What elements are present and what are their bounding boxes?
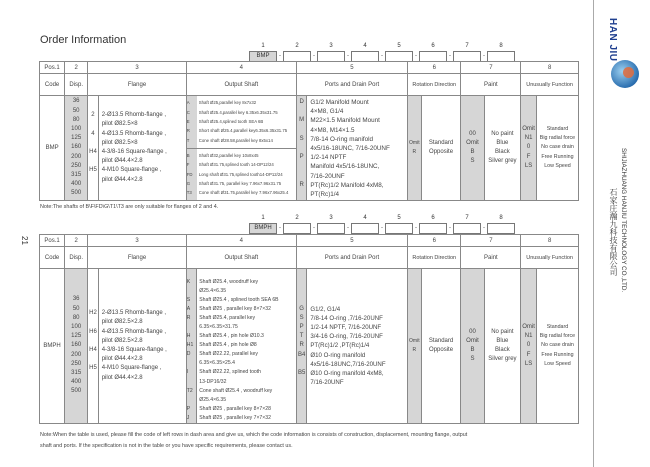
code-pos-num: 3: [329, 43, 333, 49]
code-pos-num: 1: [261, 215, 265, 221]
list-item: pilot Ø44.4×2.8: [101, 158, 143, 165]
list-item: N1: [524, 135, 533, 142]
list-item: M: [299, 117, 305, 124]
list-item: 36: [72, 296, 80, 303]
list-item: 00: [469, 130, 476, 137]
code-box-6[interactable]: [419, 223, 447, 234]
list-item: S: [470, 158, 475, 165]
list-item: Silver grey: [488, 158, 517, 165]
list-item: [187, 323, 196, 332]
list-item: 4-M10 Square-flange ,: [101, 365, 162, 372]
list-item: D: [186, 351, 191, 358]
pos-number: 2: [65, 62, 88, 74]
list-item: Shaft Ø22.22, parallel key: [199, 351, 258, 358]
list-item: [88, 176, 97, 185]
list-item: Ø10 O-ring manifold 4xM8,: [310, 370, 384, 377]
list-item: P: [299, 154, 304, 161]
pos-label: Pos.1: [40, 62, 65, 74]
shaft-texts: [197, 269, 297, 424]
paint-codes: [461, 96, 484, 201]
list-item: 50: [72, 107, 80, 114]
code-pos-num: 2: [295, 215, 299, 221]
code-pos-num: 3: [329, 215, 333, 221]
list-item: Cone shaft Ø25.4 , woodruff key: [199, 387, 273, 394]
list-item: Silver grey: [488, 356, 517, 363]
list-item: Standard: [546, 323, 569, 330]
list-item: 0: [526, 144, 531, 151]
list-item: H4: [89, 347, 97, 353]
list-item: Black: [495, 149, 510, 155]
list-item: Opposite: [429, 149, 454, 155]
list-item: 7/8-14 O-ring ,7/16-20UNF: [310, 314, 383, 322]
list-item: 4-Ø13.5 Rhomb-flange ,: [101, 328, 167, 335]
brand-name: HAN JIU: [607, 18, 618, 62]
list-item: F: [526, 153, 531, 160]
list-item: T2: [186, 387, 193, 394]
list-item: Omit: [409, 337, 420, 344]
list-item: Shaft Ø25 , parallel key 8×7×28: [199, 405, 271, 412]
list-item: Shaft Ø25.4 , pin hole Ø8: [199, 342, 257, 349]
code-pos-num: 2: [295, 43, 299, 49]
order-code-bar-bmph: 1 BMPH - 2 - 3 - 4 - 5 - 6 - 7 - 8: [249, 214, 515, 234]
list-item: Long shaft Ø31.75,splined tooth14-DP12/24: [198, 171, 283, 177]
code-pos-num: 8: [499, 43, 503, 49]
list-item: G1/2 Manifold Mount: [310, 99, 369, 106]
function-labels: [536, 96, 578, 201]
list-item: D: [299, 99, 304, 105]
column-header-rotation: Rotation Direction: [408, 247, 461, 269]
column-header-function: Unusually Function: [521, 247, 579, 269]
port-texts: [307, 269, 408, 424]
list-item: Black: [495, 347, 510, 353]
code-box-5[interactable]: [385, 223, 413, 234]
list-item: 500: [71, 190, 82, 197]
list-item: Shaft Ø25.4, parallel key: [199, 314, 256, 321]
list-item: Standard: [428, 337, 454, 344]
port-codes: [296, 96, 306, 201]
list-item: Omit: [522, 323, 535, 330]
pos-number: 8: [521, 62, 579, 74]
list-item: Ø10 O-ring manifold: [310, 351, 366, 359]
paint-codes: [461, 269, 484, 424]
list-item: A: [186, 305, 191, 312]
list-item: G1/2, G1/4: [310, 305, 341, 313]
list-item: H6: [89, 328, 97, 335]
list-item: PT(Rc)1/4: [310, 191, 340, 199]
column-header-rotation: Rotation Direction: [408, 74, 461, 96]
note-usage-line2: shaft and ports. If the specification is not in the table or you have specific requirements, please contact us.: [40, 443, 293, 449]
list-item: [297, 144, 306, 153]
list-item: 100: [71, 125, 82, 132]
list-item: Manifold 4x5/16-18UNC,: [310, 163, 380, 171]
list-item: Standard: [428, 139, 454, 146]
list-item: No case drain: [541, 144, 574, 151]
pos-number: 8: [521, 235, 579, 247]
list-item: H5: [89, 365, 97, 372]
list-item: [187, 378, 196, 387]
list-item: pilot Ø44.4×2.8: [101, 356, 143, 363]
list-item: [297, 107, 306, 116]
list-item: 4×M8, M14×1.5: [310, 126, 355, 134]
list-item: F: [526, 351, 531, 358]
port-codes: [296, 269, 306, 424]
list-item: S: [470, 356, 475, 363]
rotation-labels: [421, 96, 461, 201]
pos-number: 7: [461, 62, 521, 74]
list-item: 7/16-20UNF: [310, 379, 344, 387]
list-item: 160: [71, 144, 82, 151]
list-item: 250: [71, 162, 82, 169]
shaft-codes: [186, 269, 196, 424]
rotation-codes: [408, 96, 422, 201]
list-item: [297, 126, 306, 135]
list-item: Shaft Ø25.4,splined tooth SEA 6B: [198, 119, 264, 125]
list-item: FD: [186, 171, 193, 177]
code-box-series: BMP: [249, 51, 277, 62]
list-item: [297, 378, 306, 387]
code-pos-num: 1: [261, 43, 265, 49]
pos-number: 5: [296, 62, 407, 74]
list-item: Short shaft Ø25.4,parallel key6.35x6.35x31.75: [198, 128, 288, 134]
list-item: 500: [71, 388, 82, 395]
list-item: Cone shaft Ø28.58,parallel key 8x5x14: [198, 137, 273, 143]
order-code-bar-bmp: 1 BMP - 2 - 3 - 4 - 5 - 6 - 7 - 8: [249, 42, 515, 62]
list-item: M22×1.5 Manifold Mount: [310, 117, 380, 125]
list-item: 7/16-20UNF: [310, 172, 345, 180]
flange-texts: [98, 96, 186, 201]
pos-number: 4: [186, 235, 296, 247]
list-item: Shaft Ø25.4 , splined tooth SEA 6B: [199, 296, 279, 303]
list-item: Opposite: [429, 347, 454, 353]
list-item: 80: [72, 314, 80, 321]
list-item: R: [412, 149, 417, 155]
list-item: [88, 139, 97, 148]
list-item: 400: [71, 379, 82, 386]
code-pos-num: 6: [431, 215, 435, 221]
pos-number: 5: [296, 235, 407, 247]
list-item: 4x5/16-18UNC,7/16-20UNF: [310, 360, 386, 368]
paint-labels: [484, 96, 521, 201]
list-item: T: [299, 333, 304, 340]
shaft-texts-a: [197, 96, 296, 148]
list-item: R: [412, 347, 417, 353]
list-item: [187, 359, 196, 368]
list-item: 315: [71, 172, 82, 178]
list-item: 6.35×6.35×25.4: [199, 360, 235, 367]
list-item: pilot Ø82.5×8: [101, 121, 138, 128]
list-item: 4-3/8-16 Square-flange ,: [101, 149, 167, 155]
list-item: N1: [524, 333, 533, 340]
list-item: H: [186, 333, 191, 340]
list-item: C: [186, 109, 190, 115]
list-item: 7/8-14 O-ring manifold: [310, 135, 374, 143]
list-item: 2: [91, 112, 95, 119]
list-item: LS: [524, 162, 533, 169]
shaft-codes-b: [187, 148, 197, 200]
order-table-bmph: [39, 234, 579, 424]
list-item: LS: [524, 360, 533, 367]
code-pos-num: 7: [465, 215, 469, 221]
list-item: [187, 287, 196, 296]
list-item: Omit: [466, 337, 479, 344]
company-name-cn: 石家庄瀚九科技有限公司: [609, 188, 618, 276]
list-item: 6.35×6.35×31.75: [199, 323, 238, 330]
pos-number: 6: [408, 235, 461, 247]
code-pos-num: 7: [465, 43, 469, 49]
list-item: 400: [71, 181, 82, 188]
series-code: BMPH: [40, 269, 65, 424]
column-header-flange: Flange: [88, 74, 187, 96]
list-item: [88, 318, 97, 327]
list-item: PT(Rc)1/2 Manifold 4xM8,: [310, 181, 384, 189]
code-box-4[interactable]: [351, 223, 379, 234]
list-item: H4: [89, 149, 97, 155]
list-item: [88, 157, 97, 166]
code-pos-num: 4: [363, 215, 367, 221]
series-code: BMP: [40, 96, 65, 201]
list-item: 1/2-14 NPTF: [310, 154, 347, 162]
note-usage-line1: Note:When the table is used, please fill the code of left rows in dash area and give us, which the code information is consists of construction, displacement, mounting flange, output: [40, 432, 468, 438]
list-item: PT(Rc)1/2 ,PT(Rc)1/4: [310, 342, 370, 350]
list-item: G: [186, 180, 191, 186]
column-header-ports: Ports and Drain Port: [296, 247, 407, 269]
list-item: Shaft Ø25.4 , pin hole Ø10.3: [199, 333, 264, 340]
page-title: Order Information: [40, 34, 127, 46]
shaft-texts-b: [197, 148, 296, 200]
output-shaft-cell: [186, 96, 296, 201]
code-box-7[interactable]: [453, 223, 481, 234]
list-item: No paint: [491, 130, 514, 137]
list-item: Shaft Ø31.75, parallel key 7.96x7.96x31.75: [198, 180, 282, 186]
list-item: J: [186, 414, 190, 421]
list-item: pilot Ø82.5×8: [101, 139, 138, 146]
list-item: Free Running: [541, 351, 574, 358]
list-item: 3/4-16 O-ring, 7/16-20UNF: [310, 333, 383, 341]
list-item: [88, 120, 97, 129]
list-item: R: [186, 128, 190, 134]
column-header-disp: Disp.: [65, 74, 88, 96]
list-item: 1/2-14 NPTF, 7/16-20UNF: [310, 323, 382, 331]
list-item: [297, 360, 306, 369]
list-item: 125: [71, 135, 82, 142]
list-item: B: [470, 149, 475, 155]
list-item: Big radial force: [539, 333, 576, 340]
list-item: 00: [469, 328, 476, 335]
list-item: Shaft Ø25.4, woodruff key: [199, 278, 259, 285]
list-item: 4×M8, G1/4: [310, 108, 344, 116]
list-item: Low Speed: [544, 360, 571, 367]
displacement-list: [65, 96, 88, 201]
flange-codes: [88, 269, 98, 424]
list-item: T: [186, 137, 190, 143]
list-item: Low Speed: [544, 162, 571, 169]
list-item: Blue: [496, 139, 509, 146]
list-item: 125: [71, 333, 82, 340]
column-header-paint: Paint: [461, 247, 521, 269]
list-item: 4x5/16-18UNC, 7/16-20UNF: [310, 145, 390, 153]
column-header-function: Unusually Function: [521, 74, 579, 96]
order-table-bmp: [39, 61, 579, 201]
pos-number: 3: [88, 235, 187, 247]
rotation-codes: [408, 269, 422, 424]
list-item: 315: [71, 370, 82, 376]
code-pos-num: 8: [499, 215, 503, 221]
list-item: A: [186, 100, 190, 106]
list-item: Omit: [522, 125, 535, 132]
list-item: R: [299, 342, 304, 349]
list-item: 80: [72, 116, 80, 123]
pos-label: Pos.1: [40, 235, 65, 247]
list-item: [88, 337, 97, 346]
column-header-output-shaft: Output Shaft: [186, 74, 296, 96]
function-codes: [521, 96, 537, 201]
list-item: E: [186, 119, 190, 125]
list-item: R: [186, 314, 191, 321]
list-item: 13-DP16/32: [199, 378, 227, 385]
pos-number: 2: [65, 235, 88, 247]
list-item: 2-Ø13.5 Rhomb-flange ,: [101, 310, 167, 317]
list-item: No paint: [491, 328, 514, 335]
code-label: Code: [40, 74, 65, 96]
list-item: P: [186, 405, 191, 412]
port-texts: [307, 96, 408, 201]
list-item: Shaft Ø25.4,parallel key 6.35x6.35x31.75: [198, 109, 278, 115]
list-item: Shaft Ø22.22, splined tooth: [199, 369, 261, 376]
code-box-series: BMPH: [249, 223, 277, 234]
note-shafts: Note:The shafts of B\F\FD\G\T1\T3 are only suitable for flanges of 2 and 4.: [40, 204, 219, 210]
list-item: Free Running: [541, 153, 574, 160]
code-box-3[interactable]: [317, 223, 345, 234]
displacement-list: [65, 269, 88, 424]
list-item: Omit: [409, 139, 420, 146]
list-item: 2-Ø13.5 Rhomb-flange ,: [101, 112, 167, 119]
list-item: 200: [71, 153, 82, 160]
column-header-ports: Ports and Drain Port: [296, 74, 407, 96]
list-item: H5: [89, 167, 97, 174]
list-item: Omit: [466, 139, 479, 146]
list-item: Shaft Ø25,parallel key 8x7x32: [198, 100, 257, 106]
list-item: [297, 162, 306, 171]
column-header-paint: Paint: [461, 74, 521, 96]
list-item: B4: [297, 351, 306, 358]
code-pos-num: 5: [397, 43, 401, 49]
list-item: [88, 355, 97, 364]
list-item: B: [470, 347, 475, 353]
flange-texts: [98, 269, 186, 424]
code-pos-num: 5: [397, 215, 401, 221]
list-item: S: [299, 314, 304, 321]
list-item: Ø25.4×6.35: [199, 396, 227, 403]
list-item: 250: [71, 360, 82, 367]
company-name-en: SHIJIAZHUANG HANJIU TECHNOLOGY CO.,LTD.: [620, 148, 627, 293]
list-item: Ø25.4×6.35: [199, 287, 227, 294]
code-pos-num: 4: [363, 43, 367, 49]
code-box-2[interactable]: [283, 223, 311, 234]
list-item: 100: [71, 323, 82, 330]
margin-divider: [593, 0, 594, 467]
list-item: S: [186, 296, 191, 303]
list-item: [297, 172, 306, 181]
list-item: Standard: [546, 125, 569, 132]
list-item: 4-Ø13.5 Rhomb-flange ,: [101, 130, 167, 137]
list-item: P: [299, 323, 304, 330]
list-item: Shaft Ø25 , parallel key 7×7×32: [199, 414, 271, 421]
list-item: 4-3/8-16 Square-flange ,: [101, 347, 167, 353]
list-item: Shaft Ø32,parallel key 10x8x45: [198, 152, 259, 158]
list-item: Shaft Ø31.75,splined tooth 14-DP12/24: [198, 162, 274, 168]
list-item: H1: [186, 342, 194, 349]
list-item: [88, 374, 97, 383]
list-item: pilot Ø82.5×2.8: [101, 337, 143, 344]
flange-codes: [88, 96, 98, 201]
list-item: [297, 190, 306, 199]
column-header-disp: Disp.: [65, 247, 88, 269]
list-item: pilot Ø82.5×2.8: [101, 319, 143, 326]
list-item: pilot Ø44.4×2.8: [101, 176, 143, 183]
list-item: 4: [91, 130, 95, 137]
paint-labels: [484, 269, 521, 424]
list-item: Blue: [496, 337, 509, 344]
globe-logo-icon: [611, 60, 639, 88]
column-header-flange: Flange: [88, 247, 187, 269]
list-item: Cone shaft Ø31.75,parallel key 7.96x7.96x25.4: [198, 190, 289, 196]
list-item: R: [299, 181, 304, 188]
shaft-codes-a: [187, 96, 197, 148]
pos-number: 6: [408, 62, 461, 74]
list-item: B: [186, 152, 190, 158]
code-pos-num: 6: [431, 43, 435, 49]
pos-number: 4: [186, 62, 296, 74]
column-header-output-shaft: Output Shaft: [186, 247, 296, 269]
function-labels: [536, 269, 578, 424]
list-item: G: [299, 305, 304, 312]
list-item: Shaft Ø25 , parallel key 8×7×32: [199, 305, 271, 312]
list-item: B5: [297, 370, 306, 376]
list-item: H2: [89, 310, 97, 317]
page-number: 21: [19, 236, 29, 245]
list-item: 0: [526, 342, 531, 349]
list-item: K: [186, 278, 191, 285]
list-item: I: [186, 369, 189, 376]
pos-number: 3: [88, 62, 187, 74]
list-item: Big radial force: [539, 135, 576, 142]
list-item: 50: [72, 305, 80, 312]
list-item: 200: [71, 351, 82, 358]
list-item: No case drain: [541, 342, 574, 349]
rotation-labels: [421, 269, 461, 424]
list-item: F: [186, 162, 190, 168]
pos-number: 7: [461, 235, 521, 247]
list-item: [187, 396, 196, 405]
function-codes: [521, 269, 537, 424]
code-label: Code: [40, 247, 65, 269]
list-item: 4-M10 Square-flange ,: [101, 167, 162, 174]
list-item: S: [299, 135, 304, 142]
list-item: 36: [72, 98, 80, 105]
list-item: pilot Ø44.4×2.8: [101, 374, 143, 381]
list-item: 160: [71, 342, 82, 349]
code-box-8[interactable]: [487, 223, 515, 234]
list-item: T3: [186, 190, 192, 196]
